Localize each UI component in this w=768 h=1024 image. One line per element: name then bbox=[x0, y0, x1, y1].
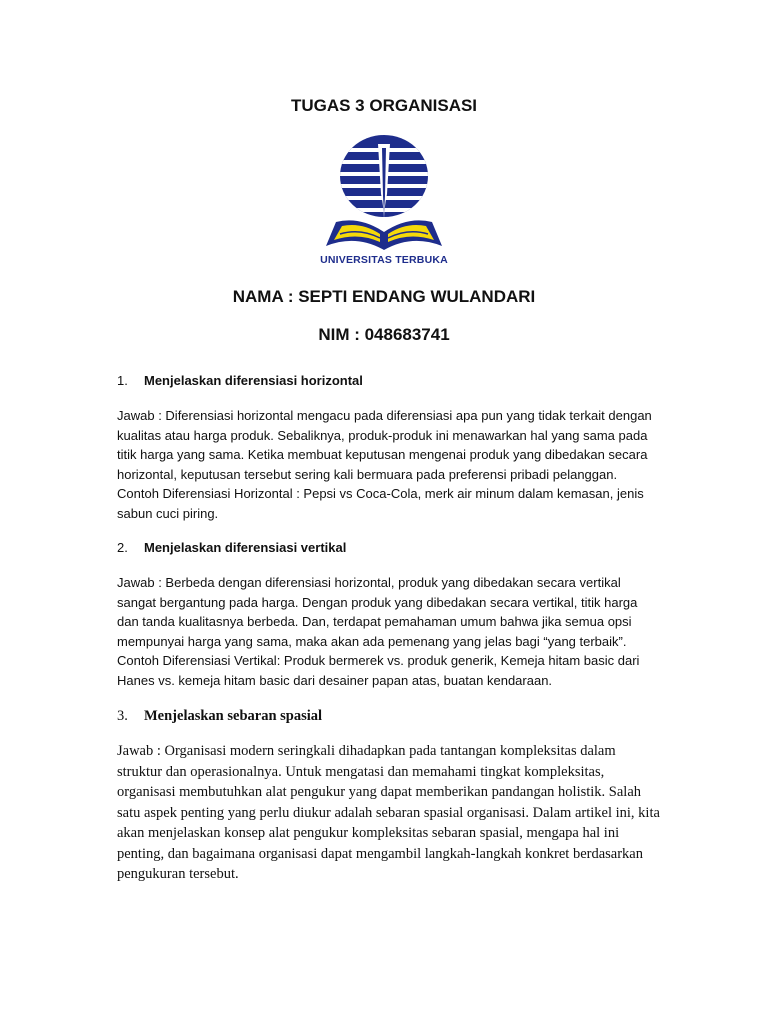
section-3-title: Menjelaskan sebaran spasial bbox=[144, 708, 323, 724]
document-title: TUGAS 3 ORGANISASI bbox=[290, 96, 478, 115]
student-name: NAMA : SEPTI ENDANG WULANDARI bbox=[232, 287, 536, 306]
section-3-answer: Jawab : Organisasi modern seringkali dihadapkan pada tantangan kompleksitas dalam struktur dan operasionalnya. Untuk mengatasi dan memahami tingkat kompleksitas, organisasi membutuhkan alat pengukur yang dapat memberikan pandangan holistik. Salah satu aspek penting yang perlu diukur adalah sebaran spasial organisasi. Dalam artikel ini, kita akan menjelaskan konsep alat pengukur kompleksitas sebaran spasial, mengapa hal ini penting, dan bagaimana organisasi dapat mengambil langkah-langkah konkret berdasarkan pengukuran tersebut. bbox=[117, 743, 660, 882]
logo-caption: UNIVERSITAS TERBUKA bbox=[320, 254, 448, 266]
section-2-answer: Jawab : Berbeda dengan diferensiasi horizontal, produk yang dibedakan secara vertikal sangat bergantung pada harga. Dengan produk yang dibedakan secara vertikal, titik harga dan tanda kualitasnya berbeda. Dan, terdapat pemahaman umum bahwa jika semua opsi mempunyai harga yang sama, maka akan ada pemenang yang jelas bagi “yang terbaik”. Contoh Diferensiasi Vertikal: Produk bermerek vs. produk generik, Kemeja hitam basic dari Hanes vs. kemeja hitam basic dari desainer papan atas, buatan kendaraan. bbox=[117, 575, 640, 688]
section-1-answer: Jawab : Diferensiasi horizontal mengacu pada diferensiasi apa pun yang tidak terkait dengan kualitas atau harga produk. Sebaliknya, produk-produk ini menawarkan hal yang sama pada titik harga yang sama. Ketika membuat keputusan mengenai produk yang dibedakan secara horizontal, keputusan tersebut sering kali bermuara pada preferensi pribadi pelanggan. Contoh Diferensiasi Horizontal : Pepsi vs Coca-Cola, merk air minum dalam kemasan, jenis sabun cuci piring. bbox=[117, 408, 652, 521]
section-2-title: Menjelaskan diferensiasi vertikal bbox=[144, 540, 347, 555]
section-2-heading bbox=[117, 539, 346, 557]
section-3-heading bbox=[117, 707, 322, 725]
section-1-heading bbox=[117, 372, 363, 390]
section-2-number: 2. bbox=[117, 540, 128, 555]
university-logo bbox=[312, 134, 456, 270]
section-1-title: Menjelaskan diferensiasi horizontal bbox=[144, 373, 363, 388]
university-emblem-icon bbox=[312, 134, 456, 254]
student-nim: NIM : 048683741 bbox=[318, 325, 450, 344]
section-1-number: 1. bbox=[117, 373, 128, 388]
section-3-number: 3. bbox=[117, 708, 128, 724]
